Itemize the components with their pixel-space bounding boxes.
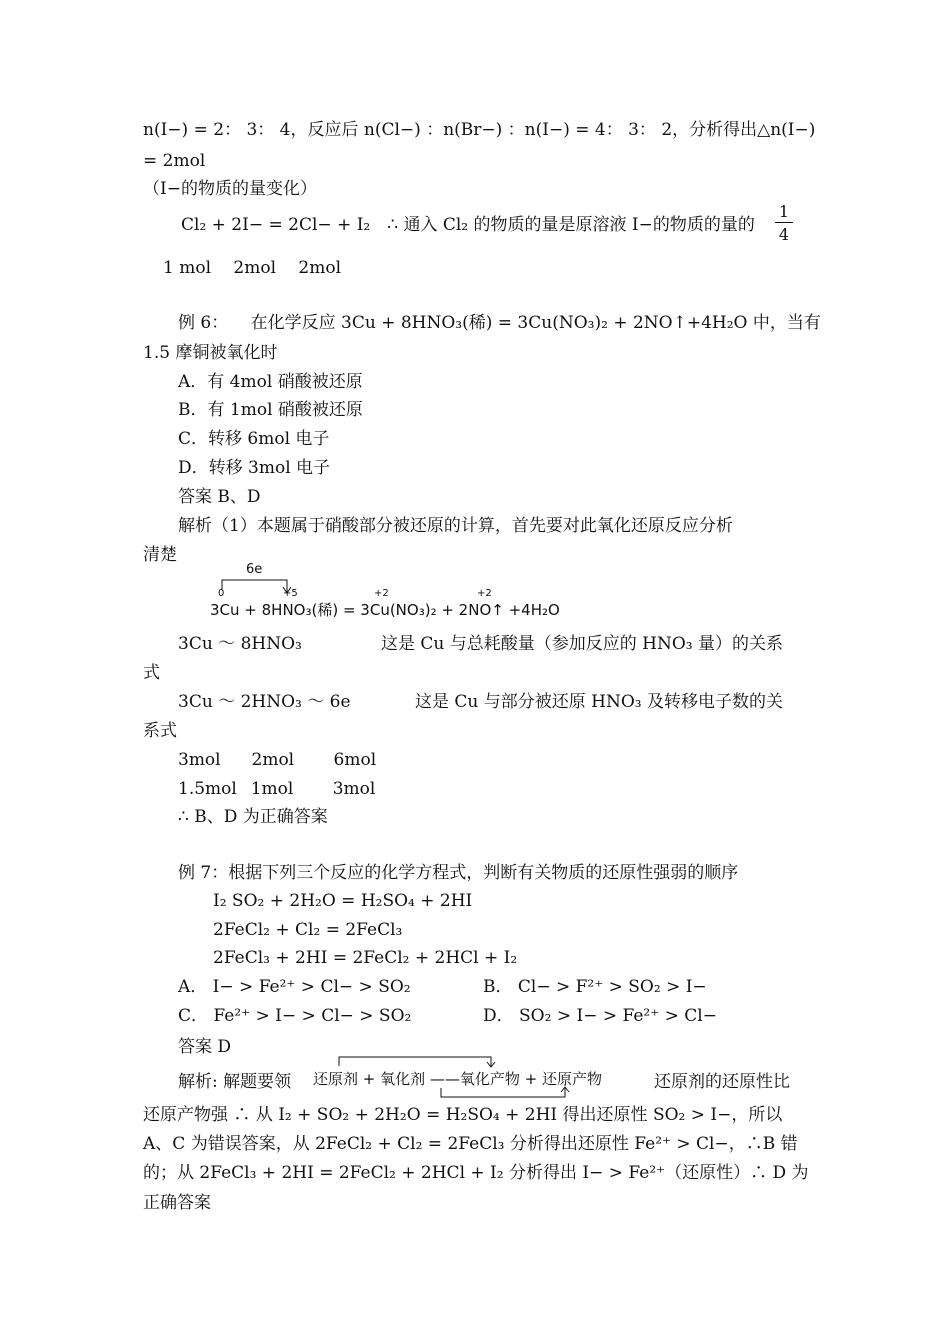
equation-diagram: 3Cu + 8HNO₃(稀) = 3Cu(NO₃)₂ + 2NO↑ +4H₂O — [210, 601, 560, 619]
text-line: 清楚 — [143, 545, 177, 565]
analysis-line: 解析: 解题要领 — [178, 1072, 292, 1092]
analysis-line: 解析（1）本题属于硝酸部分被还原的计算，首先要对此氧化还原反应分析 — [178, 516, 733, 536]
equation-line: I₂ SO₂ + 2H₂O = H₂SO₄ + 2HI — [213, 891, 473, 911]
analysis-line: 还原产物强 ∴ 从 I₂ + SO₂ + 2H₂O = H₂SO₄ + 2HI 得出还原性 SO₂ > I−，所以 — [143, 1105, 783, 1125]
relation-note: 这是 Cu 与部分被还原 HNO₃ 及转移电子数的关 — [415, 692, 784, 712]
equation-line: 2FeCl₂ + Cl₂ = 2FeCl₃ — [213, 920, 403, 940]
analysis-line: 的；从 2FeCl₃ + 2HI = 2FeCl₂ + 2HCl + I₂ 分析得出 I− > Fe²⁺（还原性）∴ D 为 — [143, 1163, 809, 1183]
relation-formula: 3Cu ～ 2HNO₃ ～ 6e — [178, 692, 351, 712]
text-line: = 2mol — [143, 151, 206, 171]
relation-formula: 3Cu ～ 8HNO₃ — [178, 634, 302, 654]
option-a: A．有 4mol 硝酸被还原 — [178, 372, 363, 392]
equation-line: 2FeCl₃ + 2HI = 2FeCl₂ + 2HCl + I₂ — [213, 948, 518, 968]
example-heading: 例 7：根据下列三个反应的化学方程式，判断有关物质的还原性强弱的顺序 — [178, 863, 739, 883]
option-d: D．转移 3mol 电子 — [178, 458, 331, 478]
text-line: n(I−) = 2： 3： 4，反应后 n(Cl−) ：n(Br−) ：n(I−) = 4： 3： 2，分析得出△n(I−) — [143, 120, 816, 140]
answer: 答案 B、D — [178, 487, 261, 507]
oxidation-state: +2 — [477, 588, 492, 599]
oxidation-state: +2 — [374, 588, 389, 599]
option-c: C． Fe²⁺ > I− > Cl− > SO₂ — [178, 1006, 412, 1026]
analysis-line: A、C 为错误答案，从 2FeCl₂ + Cl₂ = 2FeCl₃ 分析得出还原性 Fe²⁺ > Cl−，∴B 错 — [143, 1134, 798, 1154]
text-line: 1 mol 2mol 2mol — [163, 258, 342, 278]
oxidation-state: 0 — [218, 588, 225, 599]
conclusion: ∴ B、D 为正确答案 — [178, 807, 328, 827]
analysis-line: 还原剂的还原性比 — [654, 1072, 790, 1092]
oxidation-state: +5 — [283, 588, 298, 599]
example-heading: 例 6： 在化学反应 3Cu + 8HNO₃(稀) = 3Cu(NO₃)₂ + 2NO↑+4H₂O 中，当有 — [178, 313, 821, 333]
text-line: 系式 — [143, 721, 177, 741]
electron-label: 6e — [246, 562, 263, 577]
fraction-numerator: 1 — [778, 202, 790, 221]
text-line: 式 — [143, 663, 160, 683]
fraction-denominator: 4 — [778, 225, 790, 244]
option-b: B．有 1mol 硝酸被还原 — [178, 400, 363, 420]
option-b: B． Cl− > F²⁺ > SO₂ > I− — [483, 977, 707, 997]
option-a: A． I− > Fe²⁺ > Cl− > SO₂ — [178, 977, 411, 997]
option-c: C．转移 6mol 电子 — [178, 429, 330, 449]
answer: 答案 D — [178, 1037, 232, 1057]
text-line: （I−的物质的量变化） — [143, 179, 317, 199]
text-line: 1.5mol 1mol 3mol — [178, 779, 376, 799]
text-line: 1.5 摩铜被氧化时 — [143, 343, 278, 363]
relation-note: 这是 Cu 与总耗酸量（参加反应的 HNO₃ 量）的关系 — [381, 634, 784, 654]
text-line: 3mol 2mol 6mol — [178, 750, 377, 770]
analysis-line: 正确答案 — [143, 1193, 211, 1213]
redox-rule-diagram: 还原剂 + 氧化剂 ——氧化产物 + 还原产物 — [313, 1070, 602, 1088]
equation-line: Cl₂ + 2I− = 2Cl− + I₂ ∴ 通入 Cl₂ 的物质的量是原溶液 I−的物质的量的 — [181, 215, 755, 235]
option-d: D． SO₂ > I− > Fe²⁺ > Cl− — [483, 1006, 717, 1026]
